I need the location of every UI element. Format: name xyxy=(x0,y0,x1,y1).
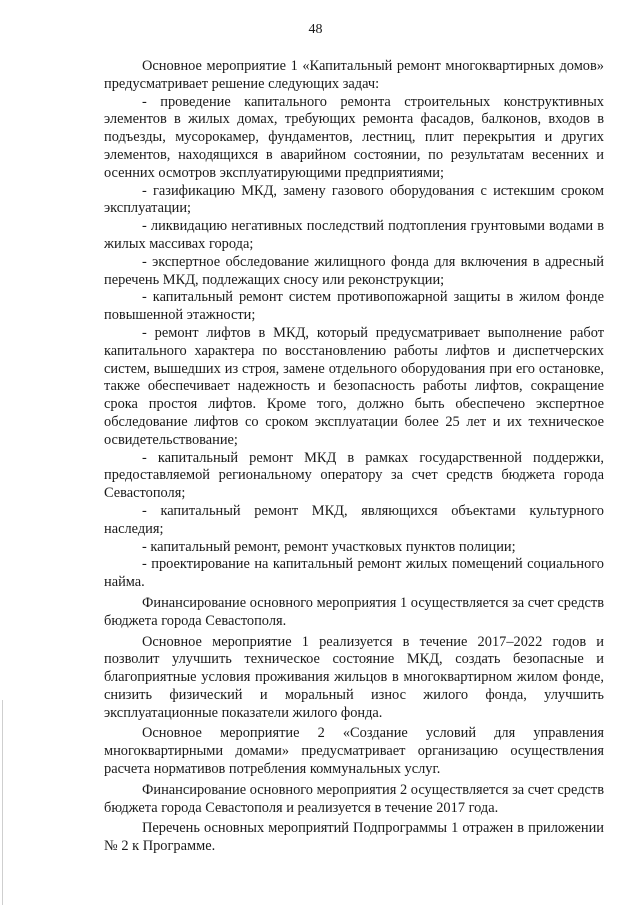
list-item-cultural-heritage: - капитальный ремонт МКД, являющихся объектами культурного наследия; xyxy=(104,502,604,537)
page-number: 48 xyxy=(308,22,323,37)
paragraph-financing-2: Финансирование основного мероприятия 2 осуществляется за счет средств бюджета города Севастополя и реализуется в течение 2017 года. xyxy=(104,781,604,816)
paragraph-intro: Основное мероприятие 1 «Капитальный ремонт многоквартирных домов» предусматривает решение следующих задач: xyxy=(104,58,604,92)
list-item-flooding: - ликвидацию негативных последствий подтопления грунтовыми водами в жилых массивах города; xyxy=(104,218,604,252)
list-item-social-housing: - проектирование на капитальный ремонт жилых помещений социального найма. xyxy=(104,556,604,591)
paragraph-activity-2: Основное мероприятие 2 «Создание условий для управления многоквартирными домами» предусматривает организацию осуществления расчета нормативов потребления коммунальных услуг. xyxy=(104,725,604,778)
list-item-structural-repair: - проведение капитального ремонта строительных конструктивных элементов в жилых домах, требующих ремонта фасадов, балконов, входов в подъезды, мусорокамер, фундаментов, лестниц, плит перекрытия и других элементов, находящихся в аварийном состоянии, по результатам весенних и осенних осмотров эксплуатирующими предприятиями; xyxy=(104,93,604,181)
list-item-expert-survey: - экспертное обследование жилищного фонда для включения в адресный перечень МКД, подлежащих сносу или реконструкции; xyxy=(104,253,604,288)
list-item-police-points: - капитальный ремонт, ремонт участковых пунктов полиции; xyxy=(142,538,516,555)
document-body xyxy=(104,58,604,856)
list-item-state-support: - капитальный ремонт МКД в рамках государственной поддержки, предоставляемой региональному оператору за счет средств бюджета города Севастополя; xyxy=(104,449,604,502)
paragraph-implementation-1: Основное мероприятие 1 реализуется в течение 2017–2022 годов и позволит улучшить техническое состояние МКД, создать безопасные и благоприятные условия проживания жильцов в многоквартирном жилом фонде, снизить физический и моральный износ жилого фонда, улучшить эксплуатационные показатели жилого фонда. xyxy=(104,633,604,721)
paragraph-financing-1: Финансирование основного мероприятия 1 осуществляется за счет средств бюджета города Севастополя. xyxy=(104,594,604,629)
list-item-gasification: - газификацию МКД, замену газового оборудования с истекшим сроком эксплуатации; xyxy=(104,182,604,217)
list-item-fire-protection: - капитальный ремонт систем противопожарной защиты в жилом фонде повышенной этажности; xyxy=(104,289,604,324)
paragraph-list-reference: Перечень основных мероприятий Подпрограммы 1 отражен в приложении № 2 к Программе. xyxy=(104,820,604,855)
list-item-elevators: - ремонт лифтов в МКД, который предусматривает выполнение работ капитального характера по восстановлению работы лифтов и диспетчерских систем, вышедших из строя, замене отдельного оборудования при его остановке, также обеспечивает надежность и безопасность работы лифтов, сокращение срока простоя лифтов. Кроме того, должно быть обеспечено экспертное обследование лифтов со сроком эксплуатации более 25 лет и их техническое освидетельствование; xyxy=(104,324,604,448)
scan-edge-line xyxy=(2,700,3,905)
